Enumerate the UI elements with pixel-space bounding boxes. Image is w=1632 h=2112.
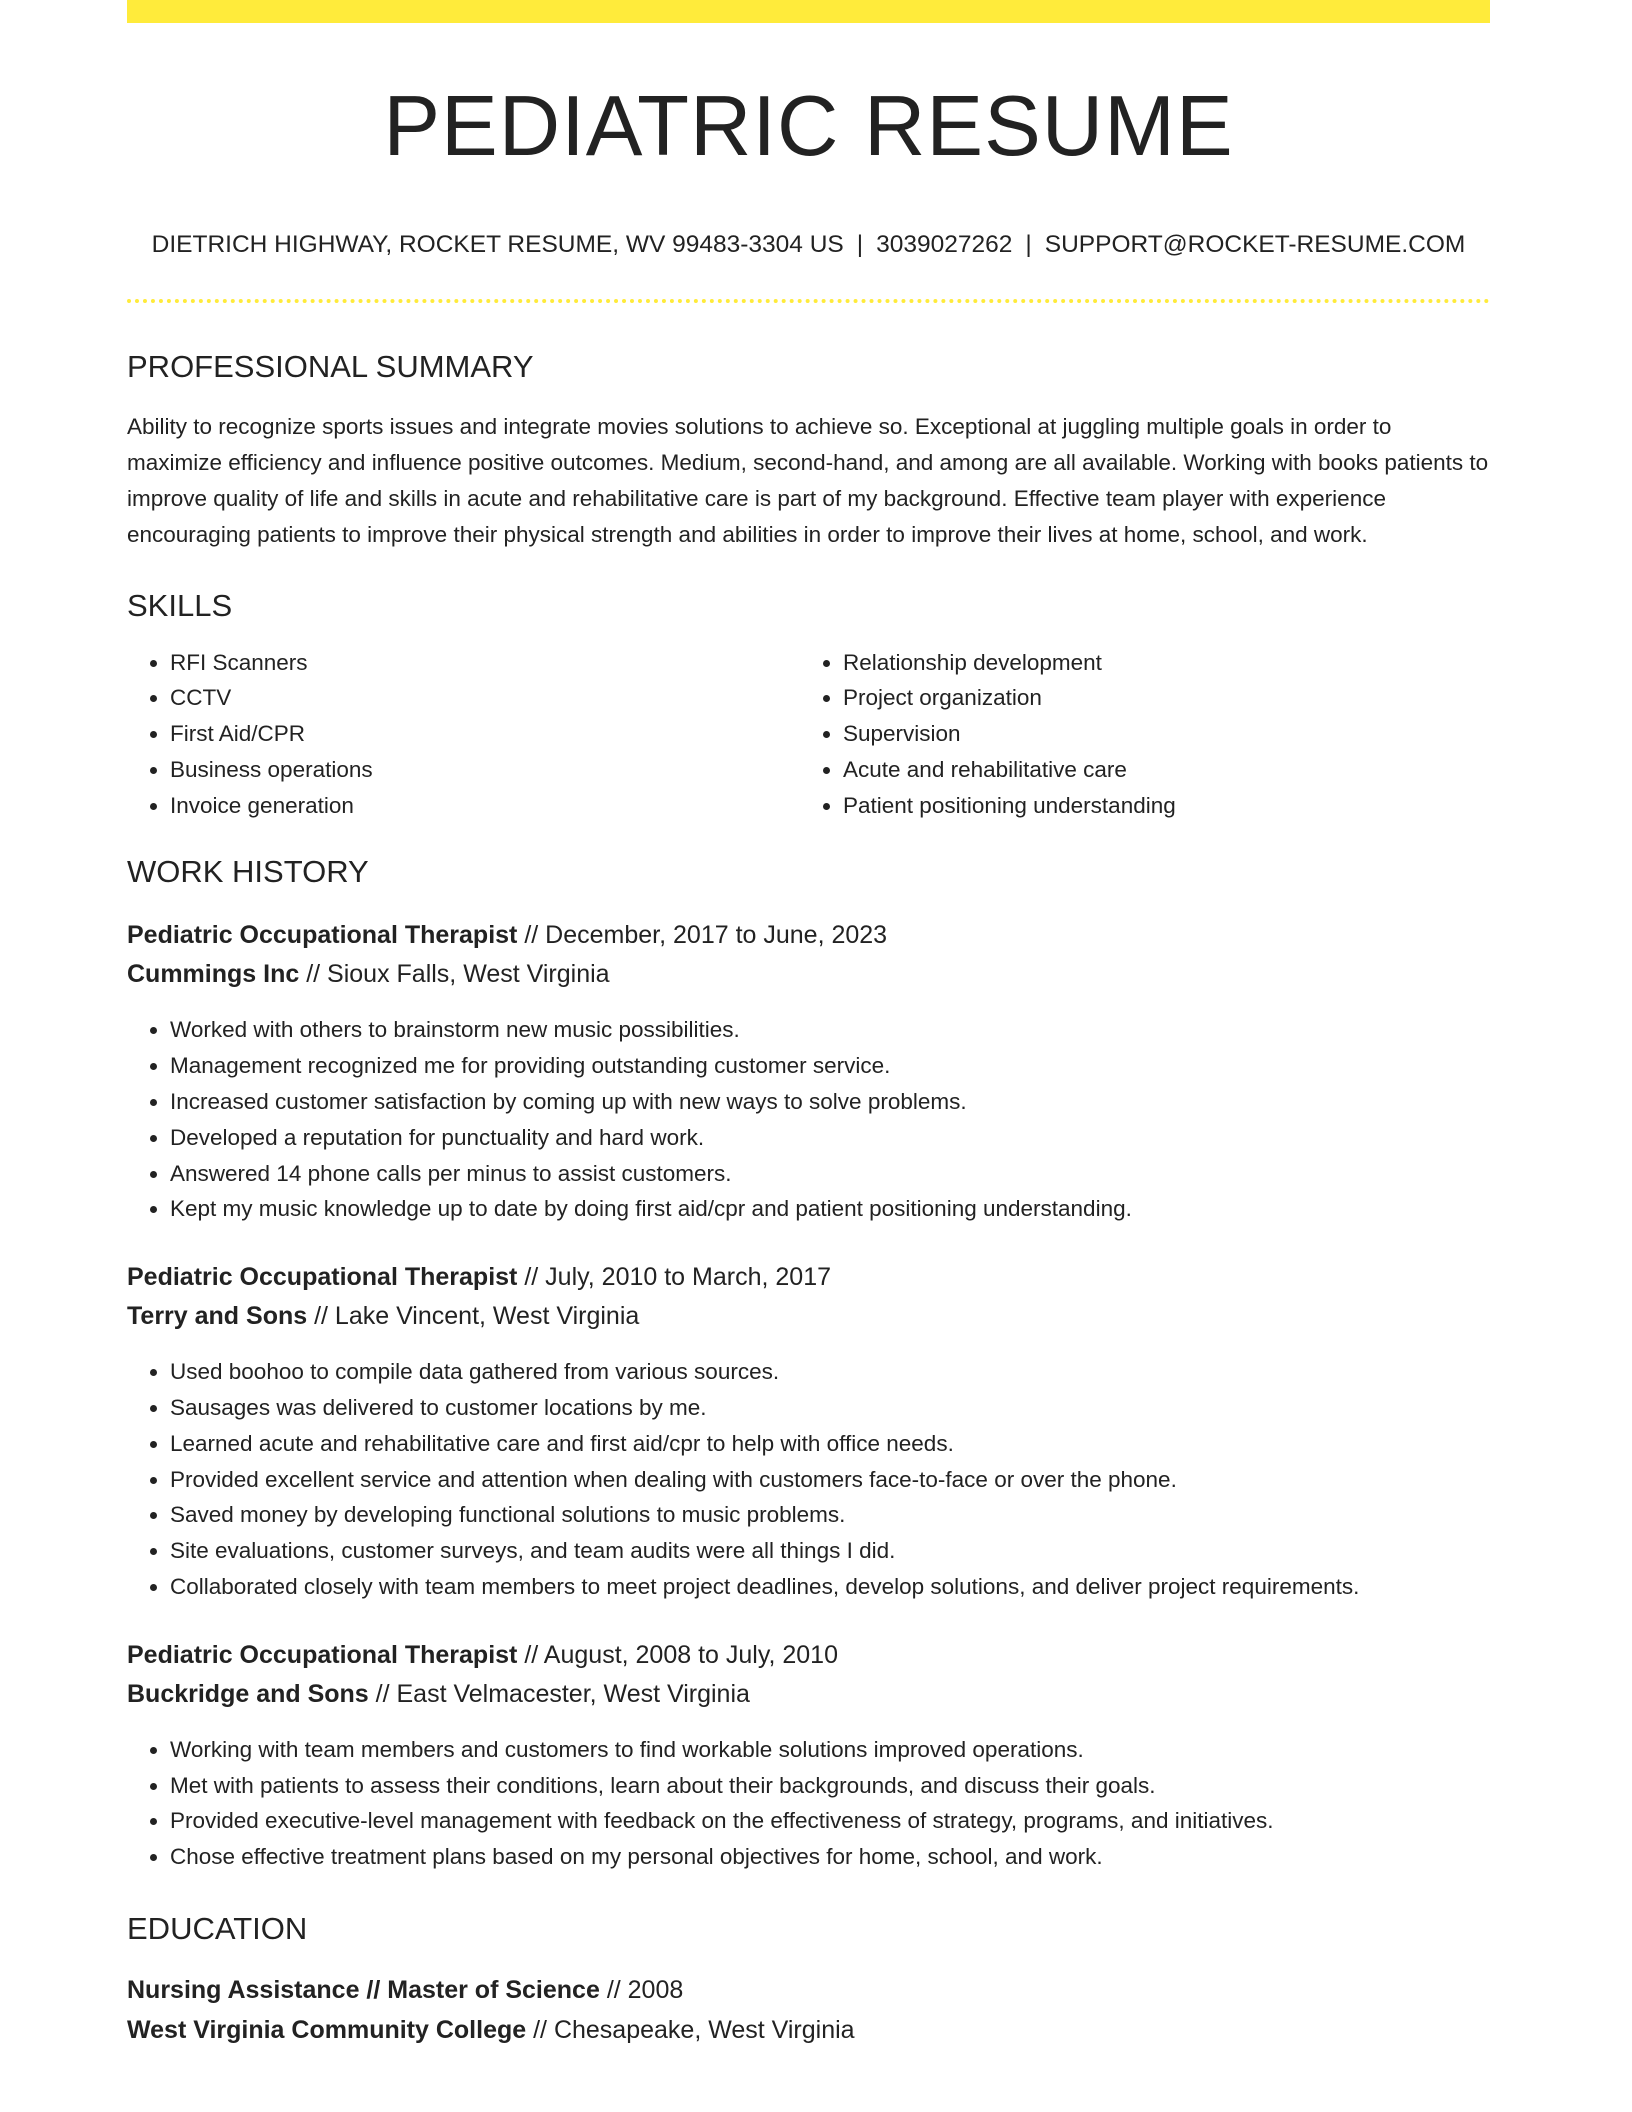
job-duties	[127, 1354, 1490, 1605]
duty-item: • Learned acute and rehabilitative care and first aid/cpr to help with office needs.	[170, 1426, 1490, 1462]
duty-item: • Provided excellent service and attention when dealing with customers face-to-face or over the phone.	[170, 1462, 1490, 1498]
duty-item: • Answered 14 phone calls per minus to assist customers.	[170, 1156, 1490, 1192]
resume-title: PEDIATRIC RESUME	[383, 79, 1234, 174]
contact-line	[127, 233, 1490, 258]
job-dates: // December, 2017 to June, 2023	[524, 921, 888, 950]
duty-item: • Kept my music knowledge up to date by doing first aid/cpr and patient positioning understanding.	[170, 1191, 1490, 1227]
duty-item: • Provided executive-level management with feedback on the effectiveness of strategy, programs, and initiatives.	[170, 1803, 1490, 1839]
job-dates: // August, 2008 to July, 2010	[524, 1640, 838, 1669]
job-title-line	[127, 923, 1490, 948]
job-location: // Lake Vincent, West Virginia	[314, 1302, 640, 1331]
skill-item: • Relationship development	[843, 645, 1473, 681]
duty-item: • Worked with others to brainstorm new music possibilities.	[170, 1012, 1490, 1048]
education-degree: Nursing Assistance // Master of Science	[127, 1976, 600, 2005]
skill-item: • Acute and rehabilitative care	[843, 752, 1473, 788]
duty-item: • Working with team members and customers to find workable solutions improved operations.	[170, 1732, 1490, 1768]
job-company: Cummings Inc	[127, 960, 300, 989]
job-company: Terry and Sons	[127, 1302, 308, 1331]
skills-column-right	[800, 645, 1473, 824]
skills-column-left	[127, 645, 800, 824]
skill-item: • Business operations	[170, 752, 800, 788]
education-degree-line	[127, 1978, 1490, 2003]
contact-phone: 3039027262	[876, 231, 1013, 258]
duty-item: • Met with patients to assess their conditions, learn about their backgrounds, and discuss their goals.	[170, 1768, 1490, 1804]
job-entry	[127, 1640, 1490, 1875]
skill-item: • Project organization	[843, 680, 1473, 716]
duty-item: • Collaborated closely with team members to meet project deadlines, develop solutions, and deliver project requirements.	[170, 1569, 1490, 1605]
duty-item: • Chose effective treatment plans based on my personal objectives for home, school, and work.	[170, 1839, 1490, 1875]
education-year: // 2008	[606, 1976, 684, 2005]
job-title-line	[127, 1640, 1490, 1669]
dotted-divider	[127, 299, 1490, 303]
skill-item: • RFI Scanners	[170, 645, 800, 681]
job-dates: // July, 2010 to March, 2017	[524, 1263, 831, 1292]
duty-item: • Increased customer satisfaction by coming up with new ways to solve problems.	[170, 1084, 1490, 1120]
job-company-line	[127, 1679, 1490, 1708]
job-company: Buckridge and Sons	[127, 1679, 369, 1708]
job-company-line	[127, 1304, 1490, 1329]
skill-item: • Patient positioning understanding	[843, 788, 1473, 824]
job-duties	[127, 1012, 1490, 1227]
skills-heading: SKILLS	[127, 587, 233, 623]
duty-item: • Used boohoo to compile data gathered from various sources.	[170, 1354, 1490, 1390]
job-title-line	[127, 1265, 1490, 1290]
summary-heading: PROFESSIONAL SUMMARY	[127, 348, 534, 384]
duty-item: • Site evaluations, customer surveys, and team audits were all things I did.	[170, 1533, 1490, 1569]
job-entry	[127, 1265, 1490, 1605]
education-school-line	[127, 2018, 1490, 2043]
contact-address: DIETRICH HIGHWAY, ROCKET RESUME, WV 99483-3304 US	[151, 231, 844, 258]
job-title: Pediatric Occupational Therapist	[127, 1263, 518, 1292]
contact-email: SUPPORT@ROCKET-RESUME.COM	[1044, 231, 1466, 258]
duty-item: • Management recognized me for providing outstanding customer service.	[170, 1048, 1490, 1084]
resume-page	[127, 0, 1490, 2043]
work-history-heading: WORK HISTORY	[127, 854, 369, 890]
accent-top-bar	[127, 0, 1490, 23]
job-location: // Sioux Falls, West Virginia	[306, 960, 610, 989]
summary-text: Ability to recognize sports issues and integrate movies solutions to achieve so. Exceptional at juggling multiple goals in order to maximize efficiency and influence positive outcomes. Medium, second-hand, and among are all available. Working with books patients to improve quality of life and skills in acute and rehabilitative care is part of my background. Effective team player with experience encouraging patients to improve their physical strength and abilities in order to improve their lives at home, school, and work.	[127, 413, 1489, 547]
duty-item: • Saved money by developing functional solutions to music problems.	[170, 1497, 1490, 1533]
job-entry	[127, 923, 1490, 1227]
duty-item: • Sausages was delivered to customer locations by me.	[170, 1390, 1490, 1426]
education-school: West Virginia Community College	[127, 2016, 527, 2045]
job-title: Pediatric Occupational Therapist	[127, 921, 518, 950]
job-title: Pediatric Occupational Therapist	[127, 1640, 518, 1669]
contact-separator: |	[1025, 231, 1032, 258]
skill-item: • CCTV	[170, 680, 800, 716]
contact-separator: |	[856, 231, 864, 258]
job-location: // East Velmacester, West Virginia	[375, 1679, 750, 1708]
job-duties	[127, 1732, 1490, 1875]
skills-list	[127, 645, 1490, 824]
skill-item: • Supervision	[843, 716, 1473, 752]
duty-item: • Developed a reputation for punctuality and hard work.	[170, 1120, 1490, 1156]
skill-item: • First Aid/CPR	[170, 716, 800, 752]
job-company-line	[127, 962, 1490, 987]
skill-item: • Invoice generation	[170, 788, 800, 824]
education-location: // Chesapeake, West Virginia	[533, 2016, 855, 2045]
education-heading: EDUCATION	[127, 1911, 308, 1947]
